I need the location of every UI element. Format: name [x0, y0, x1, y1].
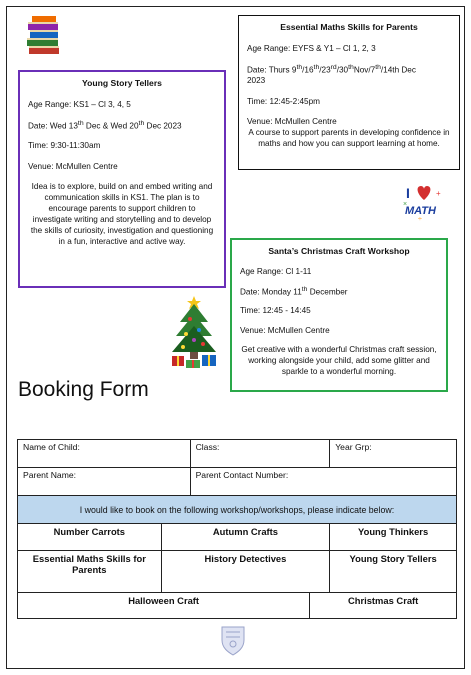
workshop-option[interactable]: Autumn Crafts	[161, 524, 330, 551]
christmas-tree-icon	[168, 292, 220, 370]
story-workshop-box	[18, 70, 226, 288]
story-workshop-title: Young Story Tellers	[82, 78, 162, 88]
booking-form-heading: Booking Form	[18, 378, 149, 401]
workshop-option[interactable]: Essential Maths Skills for Parents	[18, 551, 162, 593]
booking-instruction: I would like to book on the following workshop/workshops, please indicate below:	[18, 496, 457, 524]
santa-description: Get creative with a wonderful Christmas craft session, working alongside your child, add some glitter and sparkle to a wonderful morning.	[241, 344, 437, 376]
story-time: Time: 9:30-11:30am	[28, 141, 101, 151]
booking-form-table	[17, 439, 457, 619]
story-description: Idea is to explore, build on and embed writing and communication skills in KS1. The plan is to encourage parents to support children to investigate writing and storytelling and to develop the skills of curiosity, investigation and questioning in a fun, interactive and active way.	[30, 181, 214, 246]
svg-text:I: I	[406, 185, 410, 201]
maths-description: A course to support parents in developing confidence in maths and how you can support learning at home.	[248, 127, 450, 148]
maths-workshop-title: Essential Maths Skills for Parents	[280, 22, 418, 32]
workshop-option[interactable]: Halloween Craft	[18, 593, 310, 619]
santa-time: Time: 12:45 - 14:45	[240, 306, 311, 316]
svg-text:MATH: MATH	[405, 205, 436, 217]
name-of-child-field[interactable]: Name of Child:	[18, 440, 191, 468]
santa-workshop-box	[230, 238, 448, 392]
workshop-option[interactable]: Young Story Tellers	[330, 551, 457, 593]
parent-name-field[interactable]: Parent Name:	[18, 468, 191, 496]
maths-age-range: Age Range: EYFS & Y1 – Cl 1, 2, 3	[247, 43, 376, 53]
maths-date: Date: Thurs 9th/16th/23rd/30thNov/7th/14th Dec 2023	[247, 63, 416, 86]
year-group-field[interactable]: Year Grp:	[330, 440, 457, 468]
workshop-option[interactable]: Young Thinkers	[330, 524, 457, 551]
math-heart-icon	[402, 182, 446, 222]
maths-venue: Venue: McMullen Centre	[247, 116, 337, 126]
story-venue: Venue: McMullen Centre	[28, 161, 118, 171]
santa-venue: Venue: McMullen Centre	[240, 325, 330, 335]
workshop-option[interactable]: Christmas Craft	[310, 593, 457, 619]
workshop-option[interactable]: Number Carrots	[18, 524, 162, 551]
santa-age-range: Age Range: Cl 1-11	[240, 266, 312, 276]
svg-text:+: +	[436, 189, 441, 198]
svg-text:×: ×	[403, 201, 408, 208]
class-field[interactable]: Class:	[190, 440, 330, 468]
workshop-option[interactable]: History Detectives	[161, 551, 330, 593]
santa-date: Date: Monday 11th December	[240, 285, 348, 297]
school-crest-icon	[220, 624, 246, 656]
books-icon	[26, 16, 62, 60]
santa-workshop-title: Santa’s Christmas Craft Workshop	[268, 246, 410, 256]
maths-workshop-box	[238, 15, 460, 170]
maths-time: Time: 12:45-2:45pm	[247, 96, 320, 106]
story-age-range: Age Range: KS1 – Cl 3, 4, 5	[28, 99, 131, 109]
parent-contact-field[interactable]: Parent Contact Number:	[190, 468, 456, 496]
story-date: Date: Wed 13th Dec & Wed 20th Dec 2023	[28, 119, 182, 131]
svg-text:÷: ÷	[418, 216, 422, 222]
